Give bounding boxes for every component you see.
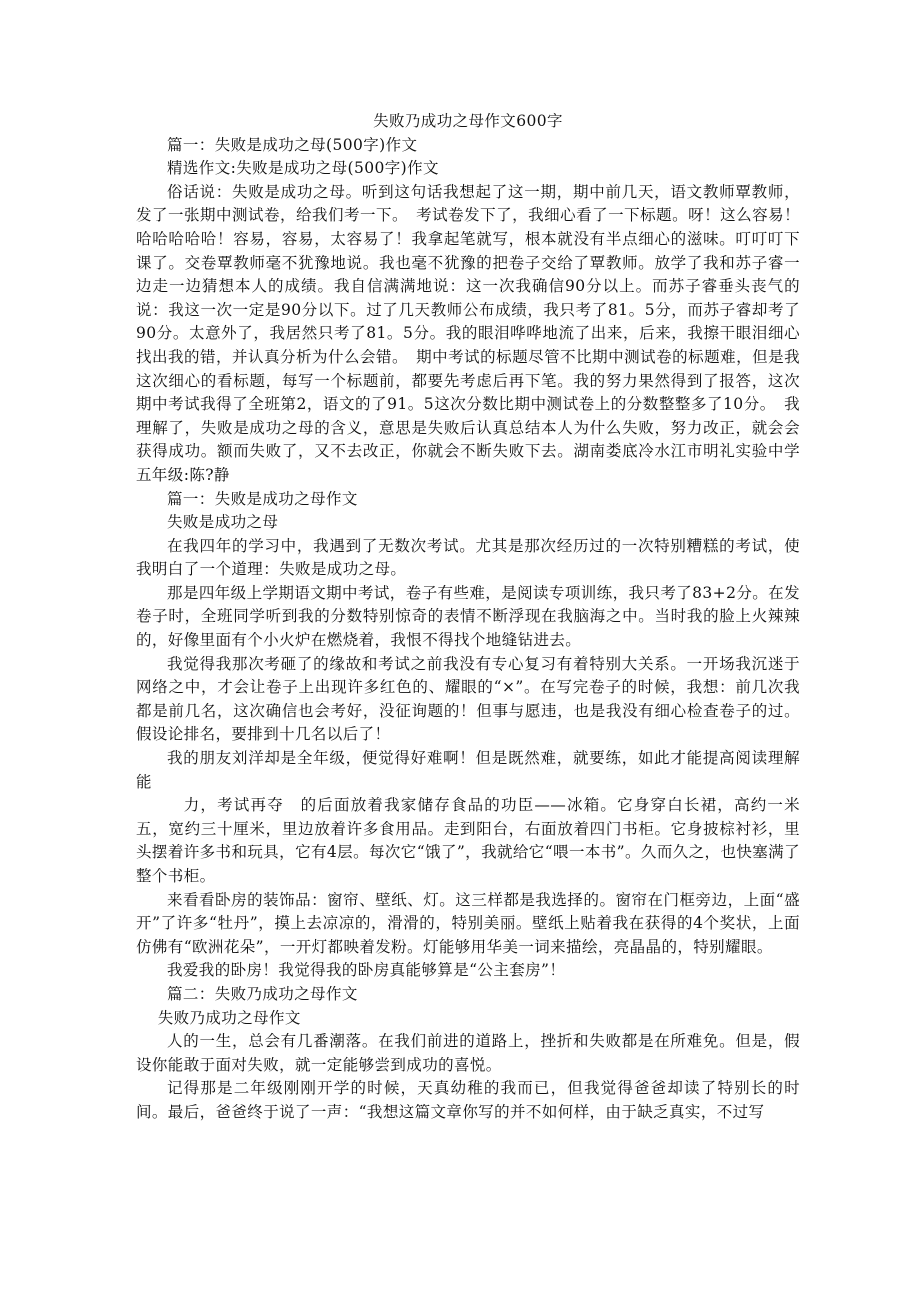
paragraph: 我觉得我那次考砸了的缘故和考试之前我没有专心复习有着特别大关系。一开场我沉迷于网络之中，才会让卷子上出现许多红色的、耀眼的“×”。在写完卷子的时候，我想：前几次我都是前几名，这次确信也会考好，没征询题的！但事与愿违，也是我没有细心检查卷子的过。假设论排名，要排到十几名以后了！ (136, 654, 800, 744)
paragraph: 来看看卧房的装饰品：窗帘、壁纸、灯。这三样都是我选择的。窗帘在门框旁边，上面“盛开”了许多“牡丹”，摸上去凉凉的，滑滑的，特别美丽。壁纸上贴着我在获得的4个奖状，上面仿佛有“欧洲花朵”，一开灯都映着发粉。灯能够用华美一词来描绘，亮晶晶的，特别耀眼。 (136, 890, 800, 956)
paragraph: 在我四年的学习中，我遇到了无数次考试。尤其是那次经历过的一次特别糟糕的考试，使我明白了一个道理：失败是成功之母。 (136, 536, 800, 579)
section-heading: 篇二：失败乃成功之母作文 (167, 984, 358, 1003)
paragraph: 我爱我的卧房！我觉得我的卧房真能够算是“公主套房”！ (167, 961, 566, 980)
section-subheading: 失败是成功之母 (167, 513, 279, 532)
paragraph: 人的一生，总会有几番潮落。在我们前进的道路上，挫折和失败都是在所难免。但是，假设你能敢于面对失败，就一定能够尝到成功的喜悦。 (136, 1032, 800, 1074)
paragraph: 那是四年级上学期语文期中考试，卷子有些难，是阅读专项训练，我只考了83+2分。在发卷子时，全班同学听到我的分数特别惊奇的表情不断浮现在我脑海之中。当时我的脸上火辣辣的，好像里面有个小火炉在燃烧着，我恨不得找个地缝钻进去。 (136, 583, 800, 650)
document-title: 失败乃成功之母作文600字 (373, 112, 563, 130)
section-subheading: 精选作文:失败是成功之母(500字)作文 (167, 159, 439, 178)
document-page (136, 110, 800, 1125)
section-heading: 篇一：失败是成功之母(500字)作文 (167, 135, 418, 154)
section-heading: 篇一：失败是成功之母作文 (167, 489, 358, 508)
paragraph: 俗话说：失败是成功之母。听到这句话我想起了这一期，期中前几天，语文教师覃教师，发了一张期中测试卷，给我们考一下。 考试卷发下了，我细心看了一下标题。呀！这么容易！哈哈哈哈哈！容易，容易，太容易了！我拿起笔就写，根本就没有半点细心的滋味。叮叮叮下课了。交卷覃教师毫不犹豫地说。我也毫不犹豫的把卷子交给了覃教师。放学了我和苏子睿一边走一边猜想本人的成绩。我自信满满地说：这一次我确信90分以上。而苏子睿垂头丧气的说：我这一次一定是90分以下。过了几天教师公布成绩，我只考了81。5分，而苏子睿却考了90分。太意外了，我居然只考了81。5分。我的眼泪哗哗地流了出来，后来，我擦干眼泪细心找出我的错，并认真分析为什么会错。 期中考试的标题尽管不比期中测试卷的标题难，但是我这次细心的看标题，每写一个标题前，都要先考虑后再下笔。我的努力果然得到了报答，这次期中考试我得了全班第2，语文的了91。5这次分数比期中测试卷上的分数整整多了10分。 我理解了，失败是成功之母的含义，意思是失败后认真总结本人为什么失败，努力改正，就会会获得成功。额而失败了，又不去改正，你就会不断失败下去。湖南娄底冷水江市明礼实验中学五年级:陈?静 (136, 182, 800, 484)
paragraph: 力，考试再夺 的后面放着我家储存食品的功臣——冰箱。它身穿白长裙，高约一米五，宽约三十厘米，里边放着许多食用品。走到阳台，右面放着四门书柜。它身披棕衬衫，里头摆着许多书和玩具，它有4层。每次它“饿了”，我就给它“喂一本书”。久而久之，也快塞满了整个书柜。 (136, 796, 800, 885)
paragraph: 我的朋友刘洋却是全年级，便觉得好难啊！但是既然难，就要练，如此才能提高阅读理解能 (136, 749, 800, 791)
section-subheading: 失败乃成功之母作文 (157, 1008, 301, 1027)
paragraph: 记得那是二年级刚刚开学的时候，天真幼稚的我而已，但我觉得爸爸却读了特别长的时间。最后，爸爸终于说了一声：“我想这篇文章你写的并不如何样，由于缺乏真实，不过写 (136, 1079, 800, 1121)
